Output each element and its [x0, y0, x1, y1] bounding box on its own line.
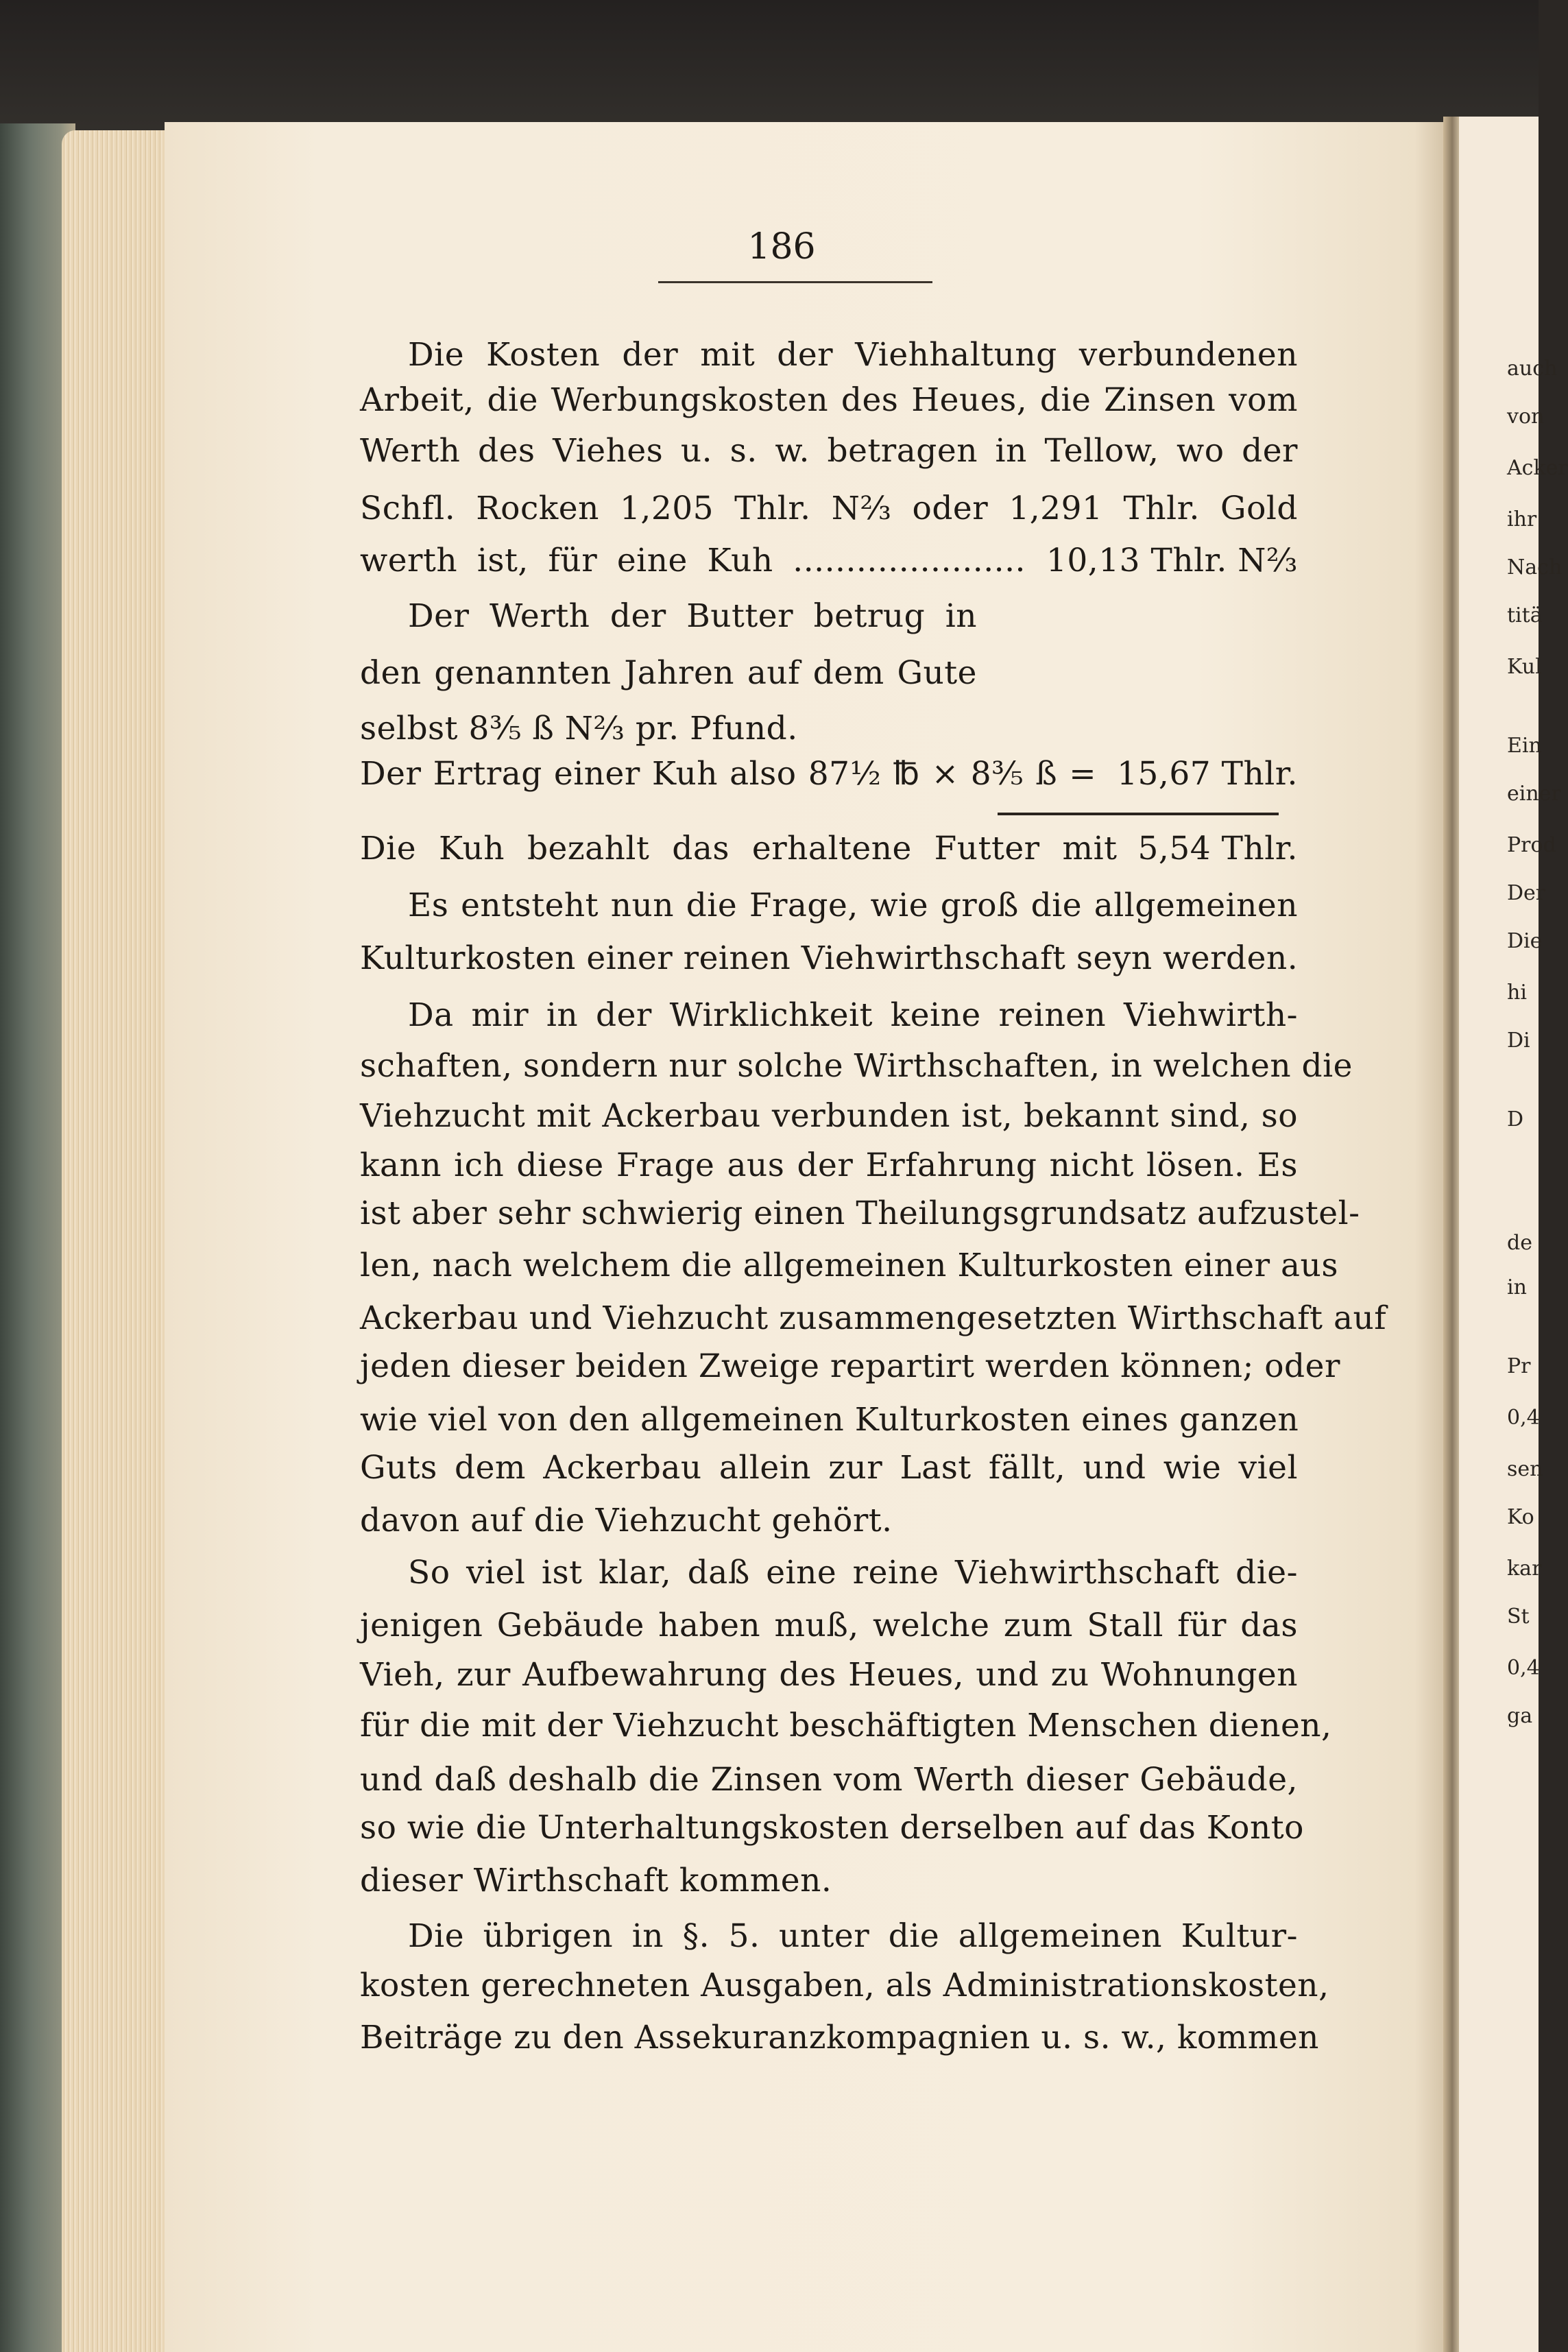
text-line	[360, 542, 1298, 579]
text-line-content: und daß deshalb die Zinsen vom Werth dieser Gebäude,	[360, 1761, 1298, 1799]
text-line-content: dieser Wirthschaft kommen.	[360, 1862, 832, 1899]
text-line-content: für die mit der Viehzucht beschäftigten Menschen dienen,	[360, 1707, 1332, 1744]
facing-page-fragment: Nach	[1507, 555, 1563, 579]
text-line	[360, 1449, 1298, 1487]
text-line-content: kann ich diese Frage aus der Erfahrung nicht lösen. Es	[360, 1147, 1298, 1184]
text-line	[360, 1195, 1360, 1232]
text-line	[360, 1401, 1298, 1439]
text-line-content: jenigen Gebäude haben muß, welche zum Stall für das	[360, 1607, 1298, 1644]
facing-page-fragment: ga	[1507, 1704, 1533, 1728]
facing-page-fragment: Ein	[1507, 734, 1542, 758]
facing-page-fragment: 0,4	[1507, 1406, 1540, 1430]
facing-page-fragment: Kul	[1507, 655, 1542, 679]
sum-rule	[998, 813, 1279, 815]
text-line-content: den genannten Jahren auf dem Gute	[360, 654, 977, 692]
facing-page-fragment: Der	[1507, 881, 1546, 905]
text-line-content: Der Ertrag einer Kuh also 87½ ℔ × 8³⁄₅ ß =	[360, 755, 1097, 793]
facing-page-fragment: Pr	[1507, 1354, 1531, 1378]
text-line-content: werth ist, für eine Kuh ......................	[360, 542, 1026, 579]
text-line	[360, 755, 1298, 793]
text-line-content: Die übrigen in §. 5. unter die allgemeinen Kultur-	[408, 1917, 1298, 1955]
text-line-content: Werth des Viehes u. s. w. betragen in Tellow, wo der	[360, 432, 1298, 470]
text-line	[360, 1299, 1387, 1337]
facing-page-fragment: von	[1507, 405, 1545, 429]
text-line-content: Guts dem Ackerbau allein zur Last fällt, und wie viel	[360, 1449, 1298, 1487]
text-line	[360, 710, 1298, 747]
text-line-content: Da mir in der Wirklichkeit keine reinen Viehwirth-	[408, 996, 1298, 1034]
text-line	[360, 432, 1298, 470]
text-line	[360, 1047, 1353, 1085]
amount-value: 10,13 Thlr. N⅔	[1046, 542, 1298, 579]
text-line-content: kosten gerechneten Ausgaben, als Administrationskosten,	[360, 1967, 1329, 2004]
text-line	[360, 1862, 1298, 1899]
text-line-content: Die Kuh bezahlt das erhaltene Futter mit	[360, 830, 1118, 867]
facing-page-fragment: sen	[1507, 1457, 1543, 1481]
text-line	[360, 597, 977, 635]
amount-value: 15,67 Thlr.	[1117, 755, 1298, 793]
text-line	[360, 336, 1298, 374]
text-line	[360, 1097, 1298, 1135]
text-line-content: selbst 8³⁄₅ ß N⅔ pr. Pfund.	[360, 710, 798, 747]
text-line	[360, 1656, 1298, 1694]
text-line-content: Vieh, zur Aufbewahrung des Heues, und zu Wohnungen	[360, 1656, 1298, 1694]
facing-page-fragment: titä	[1507, 603, 1543, 627]
text-line-content: Schfl. Rocken 1,205 Thlr. N⅔ oder 1,291 Thlr. Gold	[360, 490, 1298, 527]
facing-page-fragment: auch	[1507, 357, 1558, 381]
facing-page-fragment: Prod	[1507, 833, 1556, 857]
facing-page	[1459, 117, 1568, 2352]
text-line	[360, 1247, 1338, 1284]
facing-page-fragment: Die	[1507, 929, 1543, 953]
text-line-content: Ackerbau und Viehzucht zusammengesetzten Wirthschaft auf	[360, 1299, 1387, 1337]
text-line-content: Kulturkosten einer reinen Viehwirthschaft seyn werden.	[360, 939, 1299, 977]
text-line-content: so wie die Unterhaltungskosten derselben auf das Konto	[360, 1809, 1304, 1847]
text-line-content: Beiträge zu den Assekuranzkompagnien u. s. w., kommen	[360, 2019, 1319, 2056]
background-dark	[0, 0, 1539, 137]
facing-page-fragment: einer	[1507, 782, 1561, 806]
text-line	[360, 490, 1298, 527]
facing-page-fragment: Acker	[1507, 456, 1568, 480]
page-number: 186	[747, 226, 816, 267]
text-line-content: Es entsteht nun die Frage, wie groß die allgemeinen	[408, 887, 1298, 924]
text-line	[360, 1554, 1298, 1592]
text-line	[360, 1347, 1340, 1385]
text-line-content: Die Kosten der mit der Viehhaltung verbundenen	[408, 336, 1298, 374]
text-line	[360, 2019, 1319, 2056]
text-line	[360, 830, 1298, 867]
facing-page-fragment: ihr	[1507, 507, 1537, 531]
text-line	[360, 1917, 1298, 1955]
facing-page-fragment: St	[1507, 1605, 1530, 1629]
text-line-content: Viehzucht mit Ackerbau verbunden ist, bekannt sind, so	[360, 1097, 1298, 1135]
text-line-content: So viel ist klar, daß eine reine Viehwirthschaft die-	[408, 1554, 1298, 1592]
text-line	[360, 1967, 1329, 2004]
text-line-content: ist aber sehr schwierig einen Theilungsgrundsatz aufzustel-	[360, 1195, 1360, 1232]
text-line	[360, 1502, 1298, 1539]
page-edges	[62, 130, 171, 2352]
amount-value: 5,54 Thlr.	[1137, 830, 1298, 867]
facing-page-fragment: Di	[1507, 1029, 1530, 1053]
facing-page-fragment: D	[1507, 1107, 1524, 1131]
header-rule	[658, 281, 932, 283]
facing-page-fragment: kar	[1507, 1557, 1542, 1581]
text-line-content: Der Werth der Butter betrug in	[408, 597, 977, 635]
text-line-content: jeden dieser beiden Zweige repartirt werden können; oder	[360, 1347, 1340, 1385]
text-line	[360, 1147, 1298, 1184]
facing-page-fragment: Ko	[1507, 1505, 1534, 1529]
text-line-content: wie viel von den allgemeinen Kulturkosten eines ganzen	[360, 1401, 1299, 1439]
text-line	[360, 1761, 1298, 1799]
text-line	[360, 887, 1298, 924]
facing-page-fragment: 0,4	[1507, 1656, 1540, 1680]
text-line-content: davon auf die Viehzucht gehört.	[360, 1502, 893, 1539]
text-line-content: Arbeit, die Werbungskosten des Heues, die Zinsen vom	[360, 381, 1298, 419]
text-line	[360, 381, 1298, 419]
text-line-content: schaften, sondern nur solche Wirthschaften, in welchen die	[360, 1047, 1353, 1085]
facing-page-fragment: hi	[1507, 981, 1527, 1005]
text-line	[360, 996, 1298, 1034]
facing-page-fragment: de	[1507, 1231, 1532, 1255]
text-line	[360, 1607, 1298, 1644]
text-line	[360, 654, 977, 692]
text-line	[360, 1809, 1304, 1847]
facing-page-fragment: in	[1507, 1275, 1527, 1299]
text-line	[360, 1707, 1332, 1744]
text-line-content: len, nach welchem die allgemeinen Kulturkosten einer aus	[360, 1247, 1338, 1284]
text-line	[360, 939, 1298, 977]
